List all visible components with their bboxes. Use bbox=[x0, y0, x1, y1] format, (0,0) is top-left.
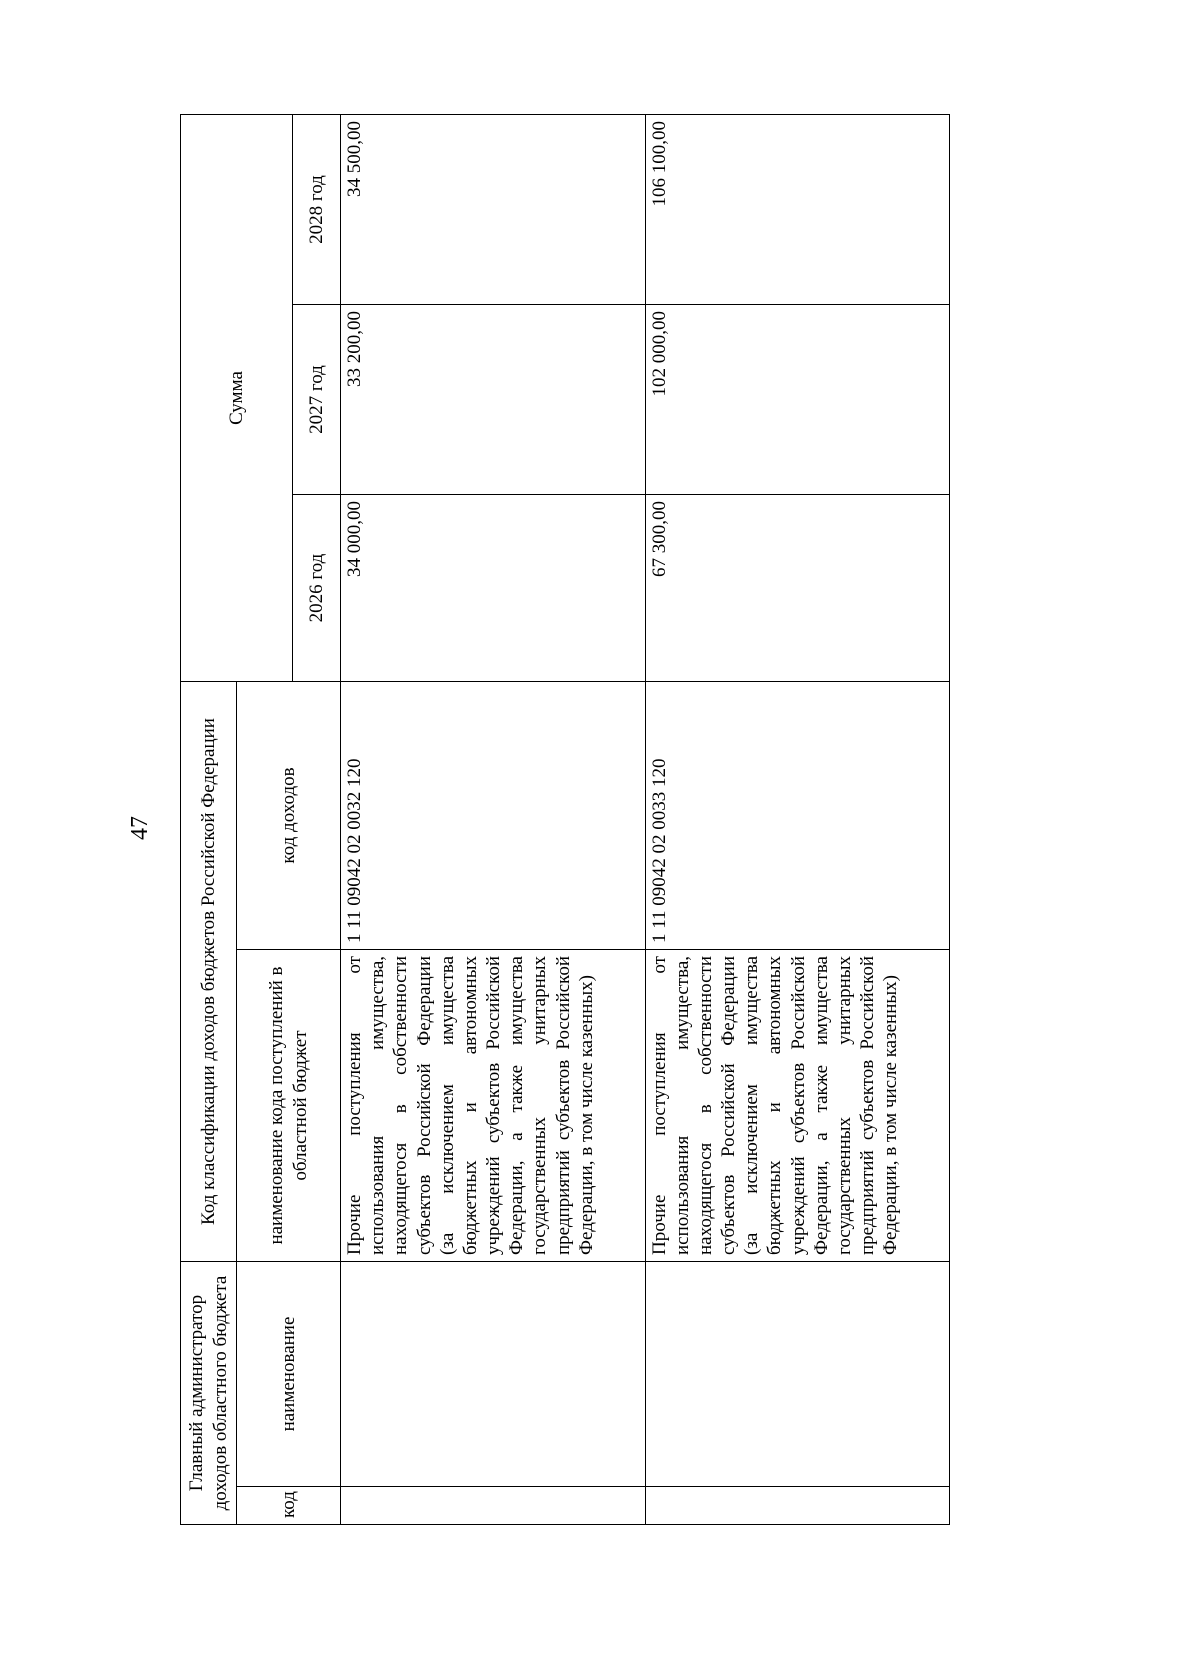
header-year-2026: 2026 год bbox=[293, 495, 341, 682]
table-row bbox=[645, 114, 950, 1524]
header-admin-name: наименование bbox=[237, 1262, 341, 1487]
page-number: 47 bbox=[126, 816, 153, 840]
header-classification-group: Код классификации доходов бюджетов Российской Федерации bbox=[181, 682, 237, 1262]
row-admin-code bbox=[645, 1487, 950, 1525]
header-sum-group: Сумма bbox=[181, 114, 293, 681]
row-sum-2026: 67 300,00 bbox=[645, 495, 950, 682]
row-sum-2026: 34 000,00 bbox=[341, 495, 646, 682]
row-sum-2027: 102 000,00 bbox=[645, 305, 950, 495]
header-admin-group: Главный администратор доходов областного бюджета bbox=[181, 1262, 237, 1525]
row-income-name: Прочие поступления от использования имущества, находящегося в собственности субъектов Российской Федерации (за исключением имущества бюджетных и автономных учреждений субъектов Российской Федерации, а также имущества государственных унитарных предприятий субъектов Российской Федерации, в том числе казенных) bbox=[341, 950, 646, 1262]
rotated-table-container bbox=[180, 115, 950, 1525]
header-income-code: код доходов bbox=[237, 682, 341, 950]
budget-income-table bbox=[180, 114, 950, 1525]
row-income-name: Прочие поступления от использования имущества, находящегося в собственности субъектов Российской Федерации (за исключением имущества бюджетных и автономных учреждений субъектов Российской Федерации, а также имущества государственных унитарных предприятий субъектов Российской Федерации, в том числе казенных) bbox=[645, 950, 950, 1262]
row-admin-name bbox=[645, 1262, 950, 1487]
header-admin-code: код bbox=[237, 1487, 341, 1525]
row-income-code: 1 11 09042 02 0033 120 bbox=[645, 682, 950, 950]
row-sum-2027: 33 200,00 bbox=[341, 305, 646, 495]
row-income-code: 1 11 09042 02 0032 120 bbox=[341, 682, 646, 950]
table-row bbox=[341, 114, 646, 1524]
row-sum-2028: 106 100,00 bbox=[645, 114, 950, 304]
row-sum-2028: 34 500,00 bbox=[341, 114, 646, 304]
row-admin-code bbox=[341, 1487, 646, 1525]
row-admin-name bbox=[341, 1262, 646, 1487]
header-year-2027: 2027 год bbox=[293, 305, 341, 495]
header-year-2028: 2028 год bbox=[293, 114, 341, 304]
header-income-name: наименование кода поступлений в областной бюджет bbox=[237, 950, 341, 1262]
